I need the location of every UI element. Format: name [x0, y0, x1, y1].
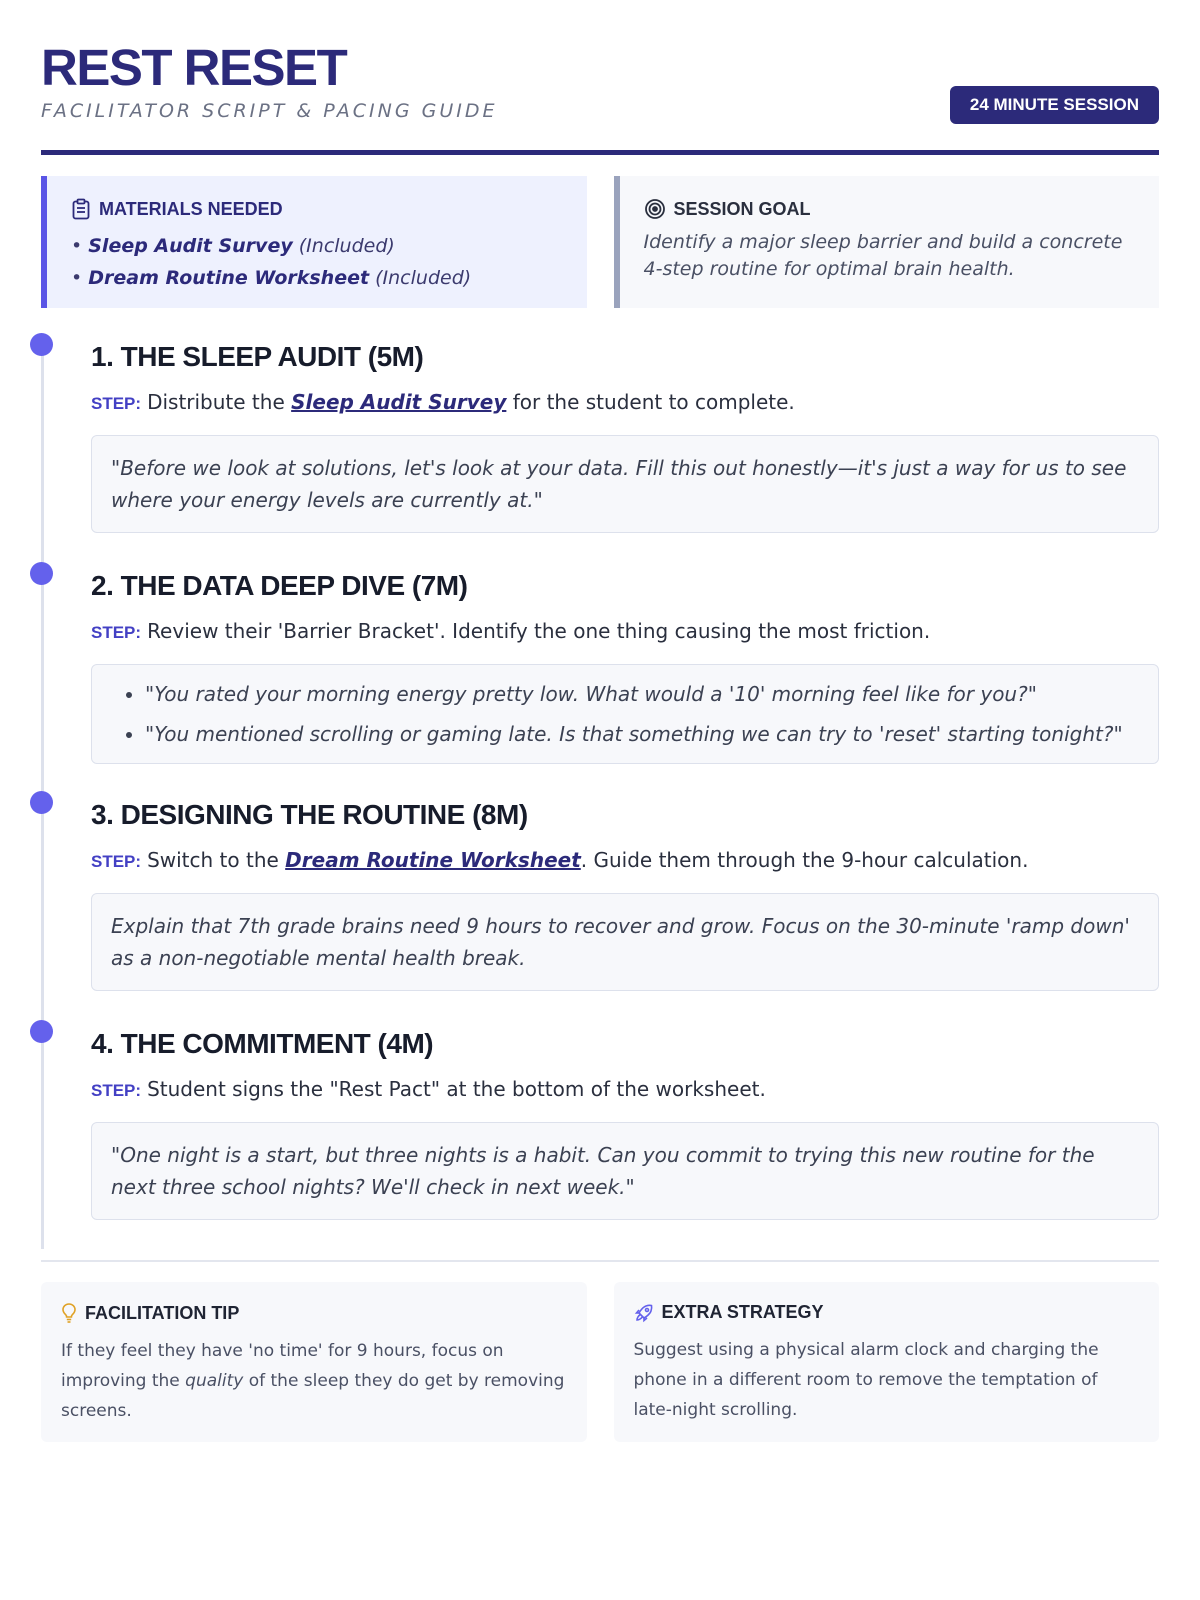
step-title: 3. DESIGNING THE ROUTINE (8M): [91, 799, 528, 830]
list-item: • Dream Routine Worksheet (Included): [71, 267, 472, 289]
tip-title: [61, 1302, 567, 1324]
script-quote: "Before we look at solutions, let's look at your data. Fill this out honestly—it's just a way for us to see where your energy levels are currently at.": [91, 435, 1159, 533]
step-3: [41, 791, 1159, 1020]
divider: [41, 1260, 1159, 1262]
step-label: STEP:: [91, 394, 142, 413]
step-instruction: [91, 847, 1159, 875]
step-text: . Guide them through the 9-hour calculation.: [580, 848, 1029, 872]
target-icon: [644, 198, 666, 220]
tip-title-text: FACILITATION TIP: [85, 1302, 240, 1323]
question-list: [111, 674, 1139, 754]
material-note: (Included): [298, 235, 395, 257]
step-text: Student signs the "Rest Pact" at the bottom of the worksheet.: [147, 1077, 766, 1101]
step-title: 2. THE DATA DEEP DIVE (7M): [91, 570, 468, 601]
material-name: Dream Routine Worksheet: [88, 267, 370, 289]
tip-title-text: EXTRA STRATEGY: [661, 1302, 824, 1322]
step-text: Switch to the: [147, 848, 286, 872]
timeline-line: [41, 809, 44, 1020]
timeline-line: [41, 1038, 44, 1249]
list-item: • "You rated your morning energy pretty low. What would a '10' morning feel like for you?": [145, 674, 1139, 714]
step-text: Review their 'Barrier Bracket'. Identify the one thing causing the most friction.: [147, 619, 931, 643]
timeline-line: [41, 580, 44, 791]
timeline-dot: [30, 1020, 53, 1043]
tip-text-part: If they feel they have 'no time' for 9 hours, focus on improving the: [61, 1341, 504, 1391]
step-text: Distribute the: [147, 390, 292, 414]
clipboard-icon: [71, 198, 91, 220]
step-1: [41, 333, 1159, 562]
lightbulb-icon: [61, 1302, 77, 1324]
list-item: • "You mentioned scrolling or gaming late. Is that something we can try to 'reset' starting tonight?": [145, 714, 1139, 754]
goal-title: [644, 198, 1136, 220]
material-note: (Included): [375, 267, 472, 289]
step-instruction: [91, 389, 1159, 417]
tips-row: [41, 1282, 1159, 1442]
step-label: STEP:: [91, 623, 142, 642]
tip-text: Suggest using a physical alarm clock and charging the phone in a different room to remove the temptation of late-night scrolling.: [633, 1340, 1099, 1420]
goal-title-text: SESSION GOAL: [673, 198, 811, 219]
header: [41, 40, 1159, 155]
materials-title: [71, 198, 563, 220]
step-title: 1. THE SLEEP AUDIT (5M): [91, 341, 424, 372]
facilitation-tip-box: [41, 1282, 587, 1442]
page-subtitle: FACILITATOR SCRIPT & PACING GUIDE: [41, 100, 498, 122]
step-instruction: [91, 618, 1159, 646]
dream-routine-worksheet-link[interactable]: Dream Routine Worksheet: [285, 848, 581, 872]
timeline-line: [41, 351, 44, 562]
list-item: • Sleep Audit Survey (Included): [71, 235, 395, 257]
sleep-audit-survey-link[interactable]: Sleep Audit Survey: [291, 390, 507, 414]
step-text: for the student to complete.: [506, 390, 795, 414]
info-row: [41, 176, 1159, 308]
step-instruction: [91, 1076, 1159, 1104]
timeline-dot: [30, 333, 53, 356]
step-title: 4. THE COMMITMENT (4M): [91, 1028, 434, 1059]
session-duration-badge: 24 MINUTE SESSION: [950, 86, 1159, 124]
material-name: Sleep Audit Survey: [88, 235, 293, 257]
script-quote: "One night is a start, but three nights is a habit. Can you commit to trying this new routine for the next three school nights? We'll check in next week.": [91, 1122, 1159, 1220]
materials-list: [71, 230, 563, 294]
timeline-dot: [30, 791, 53, 814]
materials-box: [41, 176, 587, 308]
steps-timeline: [41, 333, 1159, 1249]
tip-text-part: of the sleep they do get by removing screens.: [61, 1371, 565, 1421]
timeline-dot: [30, 562, 53, 585]
page-title: REST RESET: [41, 39, 347, 96]
step-label: STEP:: [91, 852, 142, 871]
tip-text: [61, 1336, 567, 1426]
tip-text-emphasis: quality: [185, 1371, 244, 1391]
script-quote: Explain that 7th grade brains need 9 hours to recover and grow. Focus on the 30-minute 'ramp down' as a non-negotiable mental health break.: [91, 893, 1159, 991]
materials-title-text: MATERIALS NEEDED: [99, 198, 283, 219]
step-4: [41, 1020, 1159, 1249]
extra-strategy-box: [614, 1282, 1160, 1442]
tip-title: [634, 1302, 1140, 1323]
rocket-icon: [634, 1303, 654, 1323]
script-quote: [91, 664, 1159, 764]
step-label: STEP:: [91, 1081, 142, 1100]
goal-text: Identify a major sleep barrier and build a concrete 4-step routine for optimal brain health.: [643, 231, 1123, 280]
step-2: [41, 562, 1159, 791]
goal-box: [614, 176, 1160, 308]
